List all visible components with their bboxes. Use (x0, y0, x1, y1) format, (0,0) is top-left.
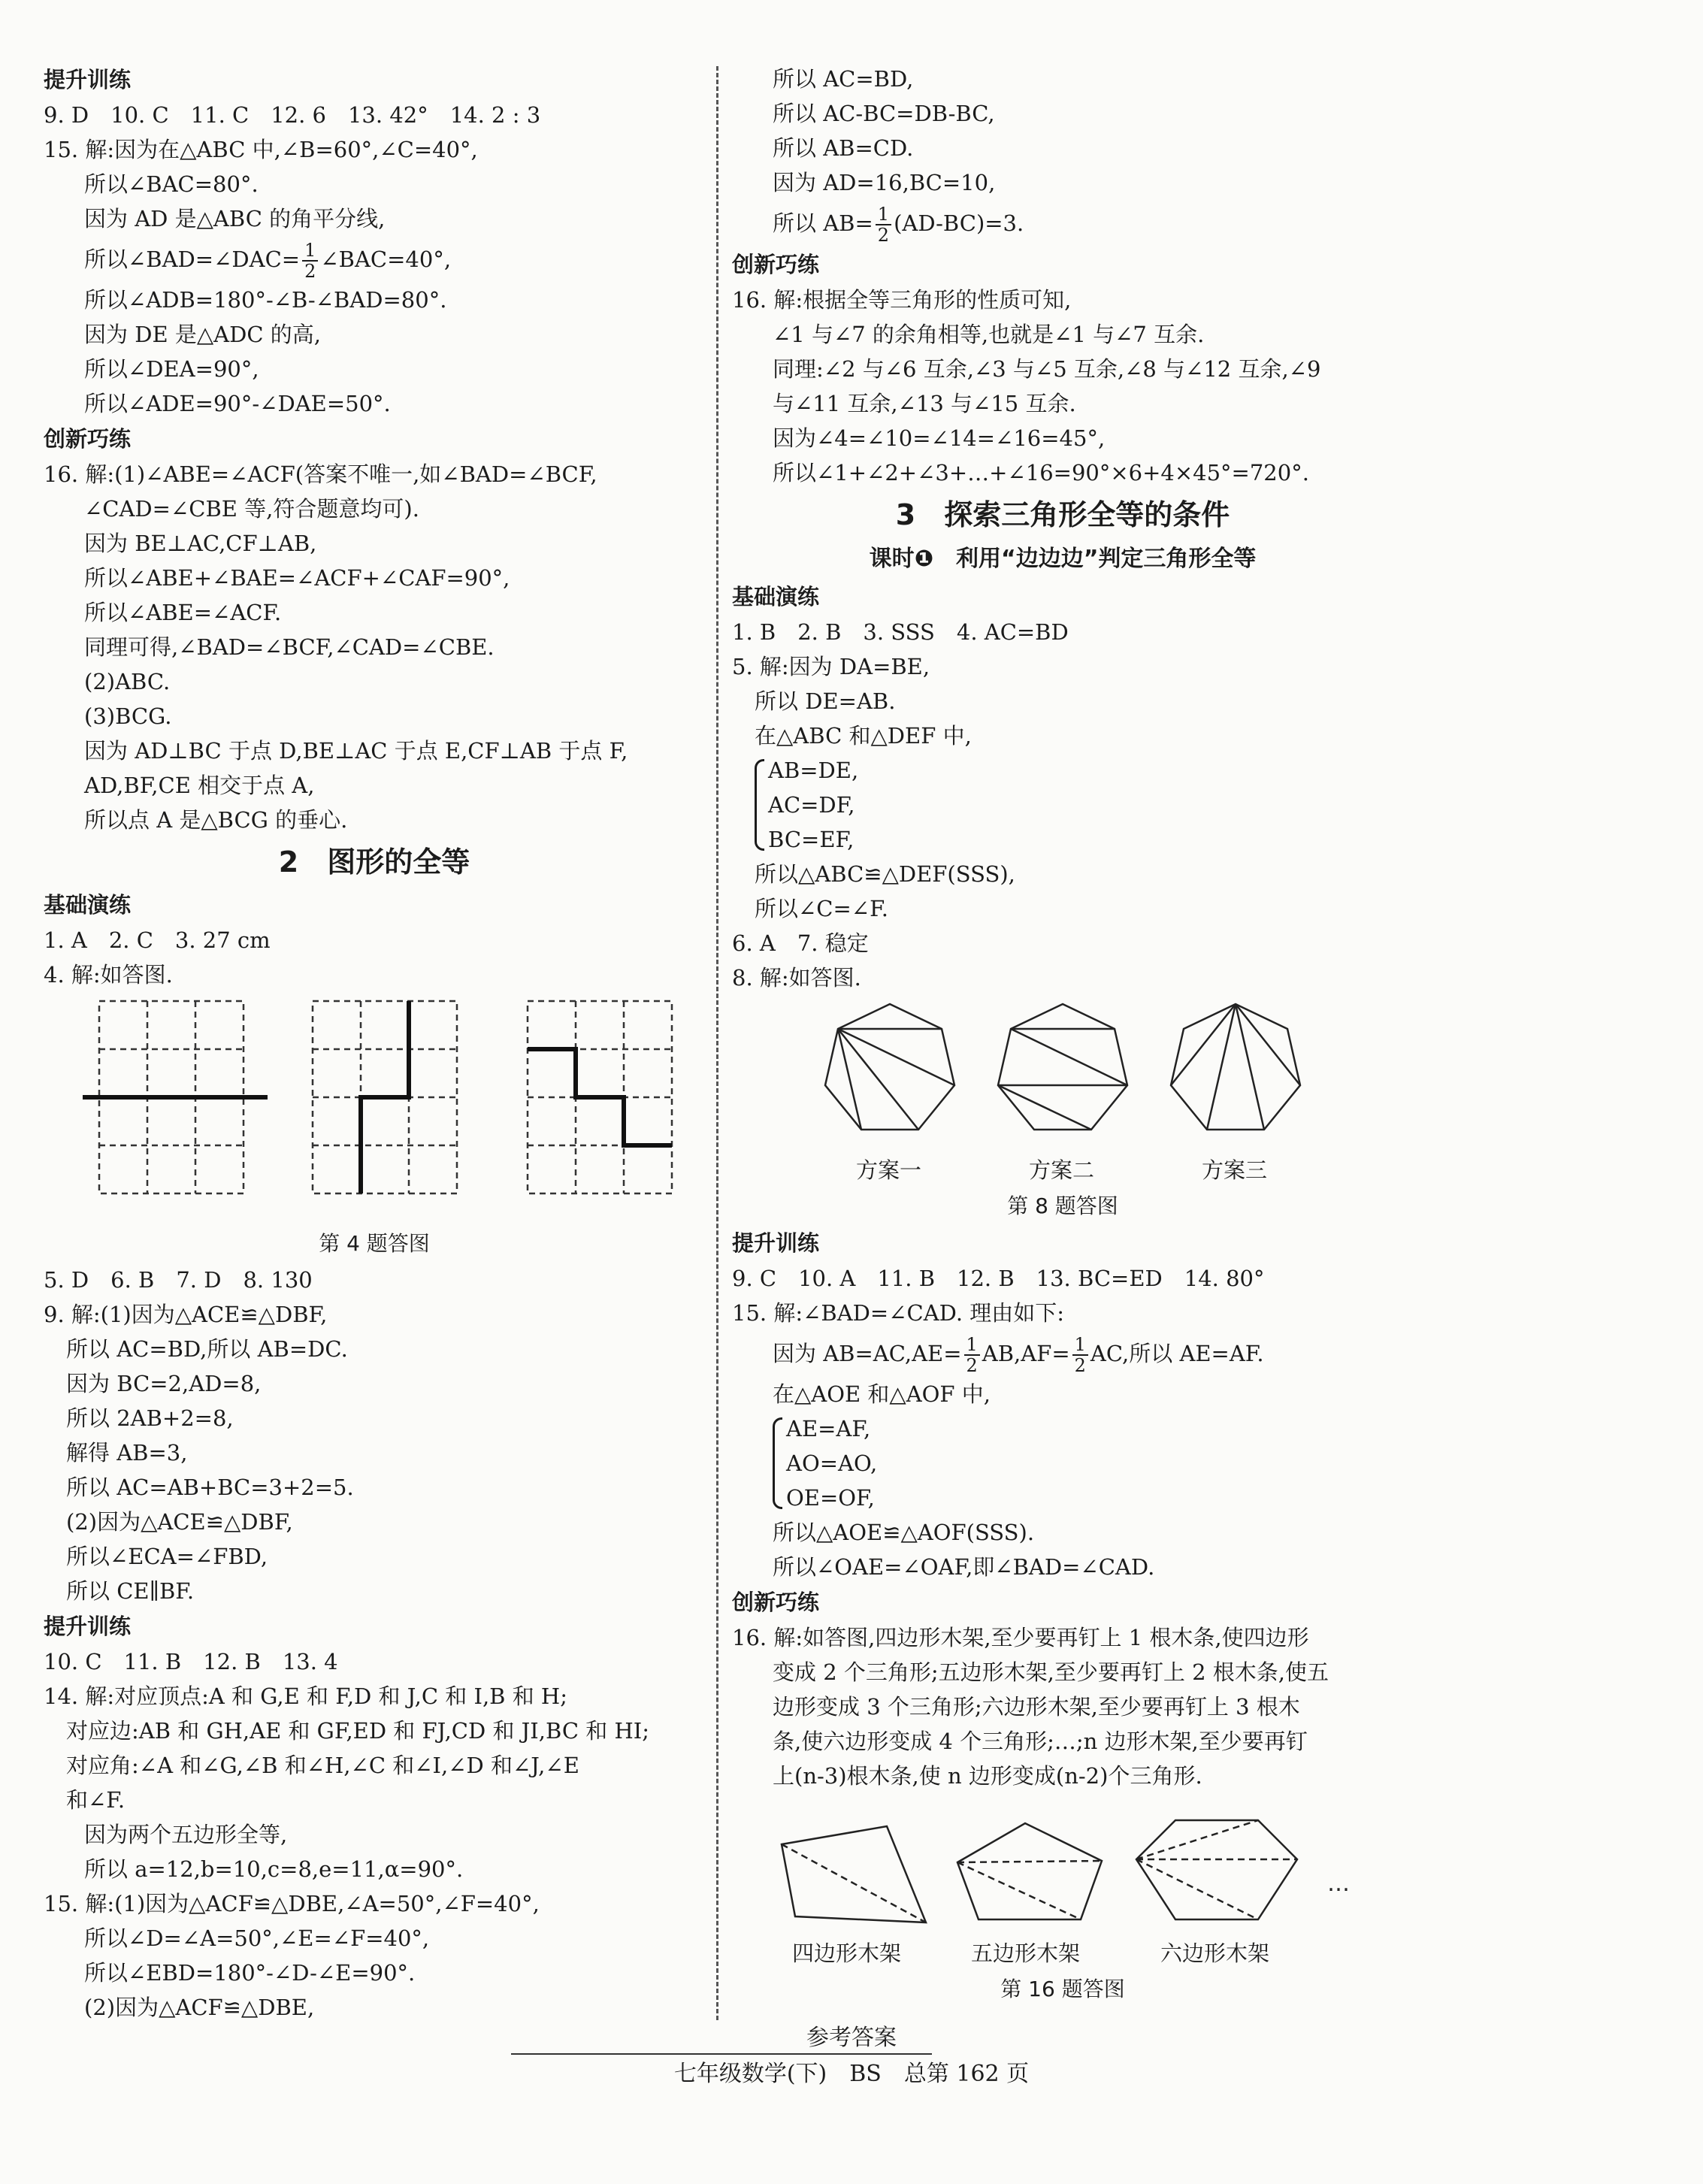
answer-line: 6. A 7. 稳定 (732, 930, 869, 956)
solution-line: 16. 解:(1)∠ABE=∠ACF(答案不唯一,如∠BAD=∠BCF, (44, 461, 597, 487)
solution-line: 所以∠OAE=∠OAF,即∠BAD=∠CAD. (773, 1554, 1155, 1580)
pentagon-frame (957, 1823, 1102, 1919)
right-column (732, 62, 1393, 2008)
solution-line: (2)ABC. (84, 669, 171, 694)
solution-line: 所以∠ADE=90°-∠DAE=50°. (84, 391, 391, 416)
quadrilateral-frame (782, 1826, 926, 1922)
equation: AC=DF, (768, 792, 855, 818)
solution-line: 在△AOE 和△AOF 中, (773, 1381, 991, 1407)
hexagon-frame (1136, 1820, 1297, 1919)
solution-line: 所以点 A 是△BCG 的垂心. (84, 807, 348, 833)
section-heading: 提升训练 (732, 1230, 820, 1256)
section-heading: 提升训练 (44, 67, 132, 92)
solution-line: AD,BF,CE 相交于点 A, (84, 773, 315, 798)
figure-caption: 第 8 题答图 (1007, 1193, 1118, 1218)
solution-line: 4. 解:如答图. (44, 962, 173, 988)
solution-line: 所以 DE=AB. (755, 688, 896, 714)
solution-line: 所以 a=12,b=10,c=8,e=11,α=90°. (84, 1856, 464, 1882)
left-column (44, 62, 705, 2025)
solution-line: 14. 解:对应顶点:A 和 G,E 和 F,D 和 J,C 和 I,B 和 H; (44, 1683, 567, 1709)
solution-line: 所以 CE∥BF. (66, 1578, 195, 1604)
solution-line: ∠CAD=∠CBE 等,符合题意均可). (84, 496, 419, 522)
solution-line: 同理:∠2 与∠6 互余,∠3 与∠5 互余,∠8 与∠12 互余,∠9 (773, 356, 1321, 382)
solution-line: 所以 AB=CD. (773, 135, 914, 161)
solution-line: 所以∠ABE=∠ACF. (84, 600, 282, 625)
solution-line: 在△ABC 和△DEF 中, (755, 723, 972, 749)
solution-line: 所以∠1+∠2+∠3+…+∠16=90°×6+4×45°=720°. (773, 460, 1309, 486)
solution-line-fraction: 所以 AB= $\frac{1}{2}$ (AD-BC)=3. (773, 204, 1024, 246)
equation: OE=OF, (786, 1485, 875, 1511)
section-heading: 创新巧练 (44, 426, 132, 452)
solution-line: ∠1 与∠7 的余角相等,也就是∠1 与∠7 互余. (773, 322, 1205, 347)
equation: AB=DE, (768, 758, 859, 783)
footer-info: 七年级数学(下) BS 总第 162 页 (673, 2061, 1030, 2087)
frame-label-4: 四边形木架 (792, 1940, 902, 1966)
chapter-title: 2 图形的全等 (278, 845, 470, 879)
answer-line: 9. C 10. A 11. B 12. B 13. BC=ED 14. 80° (732, 1266, 1265, 1291)
section-heading: 基础演练 (732, 584, 820, 610)
solution-line: 所以 AC-BC=DB-BC, (773, 101, 995, 126)
plan-label-2: 方案二 (1029, 1157, 1095, 1183)
solution-line: 所以∠BAC=80°. (84, 171, 259, 197)
heptagon-plan-1 (825, 1004, 954, 1130)
solution-line: 因为 AD⊥BC 于点 D,BE⊥AC 于点 E,CF⊥AB 于点 F, (84, 738, 628, 764)
fraction: $\frac{1}{2}$ (964, 1335, 980, 1375)
frame-label-6: 六边形木架 (1160, 1940, 1270, 1966)
answer-line: 1. A 2. C 3. 27 cm (44, 927, 271, 953)
plan-label-1: 方案一 (856, 1157, 922, 1183)
solution-line: 所以 AC=AB+BC=3+2=5. (66, 1475, 354, 1500)
equation-system (755, 753, 1393, 857)
solution-line: 所以∠ECA=∠FBD, (66, 1544, 268, 1569)
solution-line: 对应边:AB 和 GH,AE 和 GF,ED 和 FJ,CD 和 JI,BC 和 HI; (66, 1718, 649, 1744)
solution-line: 所以△ABC≌△DEF(SSS), (755, 861, 1015, 887)
solution-line: (3)BCG. (84, 703, 172, 729)
solution-line: (2)因为△ACE≌△DBF, (66, 1509, 293, 1535)
solution-line: 对应角:∠A 和∠G,∠B 和∠H,∠C 和∠I,∠D 和∠J,∠E (66, 1753, 579, 1778)
solution-line: 9. 解:(1)因为△ACE≌△DBF, (44, 1302, 328, 1327)
lesson-subtitle: 课时❶ 利用“边边边”判定三角形全等 (869, 546, 1257, 572)
figure-caption: 第 4 题答图 (319, 1231, 430, 1256)
section-heading: 创新巧练 (732, 1590, 820, 1615)
answer-line: 5. D 6. B 7. D 8. 130 (44, 1267, 313, 1293)
figure-labels (732, 1153, 1393, 1187)
solution-line: 变成 2 个三角形;五边形木架,至少要再钉上 2 根木条,使五 (773, 1659, 1329, 1685)
solution-line: 8. 解:如答图. (732, 965, 861, 991)
chapter-title: 3 探索三角形全等的条件 (895, 498, 1230, 531)
solution-line: 因为 BC=2,AD=8, (66, 1371, 262, 1396)
solution-line: 所以∠ABE+∠BAE=∠ACF+∠CAF=90°, (84, 565, 510, 591)
heptagon-plan-2 (998, 1004, 1127, 1130)
answer-line: 10. C 11. B 12. B 13. 4 (44, 1649, 338, 1674)
solution-line: 同理可得,∠BAD=∠BCF,∠CAD=∠CBE. (84, 634, 495, 660)
solution-line: 所以 AC=BD,所以 AB=DC. (66, 1336, 348, 1362)
section-heading: 提升训练 (44, 1614, 132, 1639)
solution-line: 5. 解:因为 DA=BE, (732, 654, 930, 679)
solution-line: (2)因为△ACF≌△DBE, (84, 1995, 315, 2020)
equation: BC=EF, (768, 827, 855, 852)
solution-line: 因为 AD 是△ABC 的角平分线, (84, 206, 386, 231)
answer-line: 1. B 2. B 3. SSS 4. AC=BD (732, 619, 1069, 645)
equation: AO=AO, (786, 1450, 878, 1476)
solution-line: 上(n-3)根木条,使 n 边形变成(n-2)个三角形. (773, 1763, 1202, 1789)
solution-line: 因为 DE 是△ADC 的高, (84, 322, 321, 347)
fraction: $\frac{1}{2}$ (876, 204, 891, 245)
figure-q8-heptagons (732, 995, 1393, 1153)
answer-line: 9. D 10. C 11. C 12. 6 13. 42° 14. 2 : 3 (44, 102, 541, 128)
equation-system (773, 1411, 1393, 1515)
figure-labels (732, 1936, 1393, 1971)
solution-line: 所以∠D=∠A=50°,∠E=∠F=40°, (84, 1925, 430, 1951)
column-divider (716, 66, 718, 2020)
solution-line: 边形变成 3 个三角形;六边形木架,至少要再钉上 3 根木 (773, 1694, 1300, 1720)
fraction: $\frac{1}{2}$ (302, 240, 318, 281)
equation: AE=AF, (786, 1416, 871, 1441)
solution-line: 15. 解:因为在△ABC 中,∠B=60°,∠C=40°, (44, 137, 478, 162)
solution-line: 所以∠EBD=180°-∠D-∠E=90°. (84, 1960, 416, 1986)
figure-q4-grids (44, 992, 705, 1225)
solution-line: 因为 AD=16,BC=10, (773, 170, 996, 195)
solution-line: 所以∠DEA=90°, (84, 356, 259, 382)
solution-line: 因为 BE⊥AC,CF⊥AB, (84, 531, 317, 556)
section-heading: 基础演练 (44, 892, 132, 918)
solution-line: 16. 解:如答图,四边形木架,至少要再钉上 1 根木条,使四边形 (732, 1625, 1309, 1650)
plan-label-3: 方案三 (1202, 1157, 1268, 1183)
solution-line-fraction: 所以∠BAD=∠DAC= $\frac{1}{2}$ ∠BAC=40°, (84, 240, 452, 282)
solution-line: 条,使六边形变成 4 个三角形;…;n 边形木架,至少要再钉 (773, 1729, 1308, 1754)
solution-line: 15. 解:(1)因为△ACF≌△DBE,∠A=50°,∠F=40°, (44, 1891, 540, 1916)
ellipsis: … (1327, 1871, 1350, 1897)
solution-line: 因为∠4=∠10=∠14=∠16=45°, (773, 425, 1106, 451)
figure-caption: 第 16 题答图 (1000, 1977, 1125, 2001)
solution-line: 与∠11 互余,∠13 与∠15 互余. (773, 391, 1076, 416)
solution-line: 15. 解:∠BAD=∠CAD. 理由如下: (732, 1300, 1065, 1326)
solution-line-fraction: 因为 AB=AC,AE= $\frac{1}{2}$ AB,AF= $\frac{1}{2}$ AC,所以 AE=AF. (773, 1334, 1264, 1376)
solution-line: 所以∠C=∠F. (755, 896, 888, 921)
solution-line: 解得 AB=3, (66, 1440, 188, 1466)
solution-line: 和∠F. (66, 1787, 126, 1813)
solution-line: 所以 2AB+2=8, (66, 1405, 234, 1431)
solution-line: 因为两个五边形全等, (84, 1822, 288, 1847)
frame-label-5: 五边形木架 (971, 1940, 1081, 1966)
heptagon-plan-3 (1171, 1004, 1300, 1130)
footer-title: 参考答案 (806, 2025, 897, 2051)
solution-line: 所以△AOE≌△AOF(SSS). (773, 1520, 1035, 1545)
solution-line: 16. 解:根据全等三角形的性质可知, (732, 287, 1072, 313)
fraction: $\frac{1}{2}$ (1072, 1335, 1088, 1375)
section-heading: 创新巧练 (732, 252, 820, 277)
figure-q16-frames (732, 1793, 1393, 1936)
cut-line-2 (361, 1001, 409, 1193)
solution-line: 所以∠ADB=180°-∠B-∠BAD=80°. (84, 287, 447, 313)
solution-line: 所以 AC=BD, (773, 66, 914, 92)
